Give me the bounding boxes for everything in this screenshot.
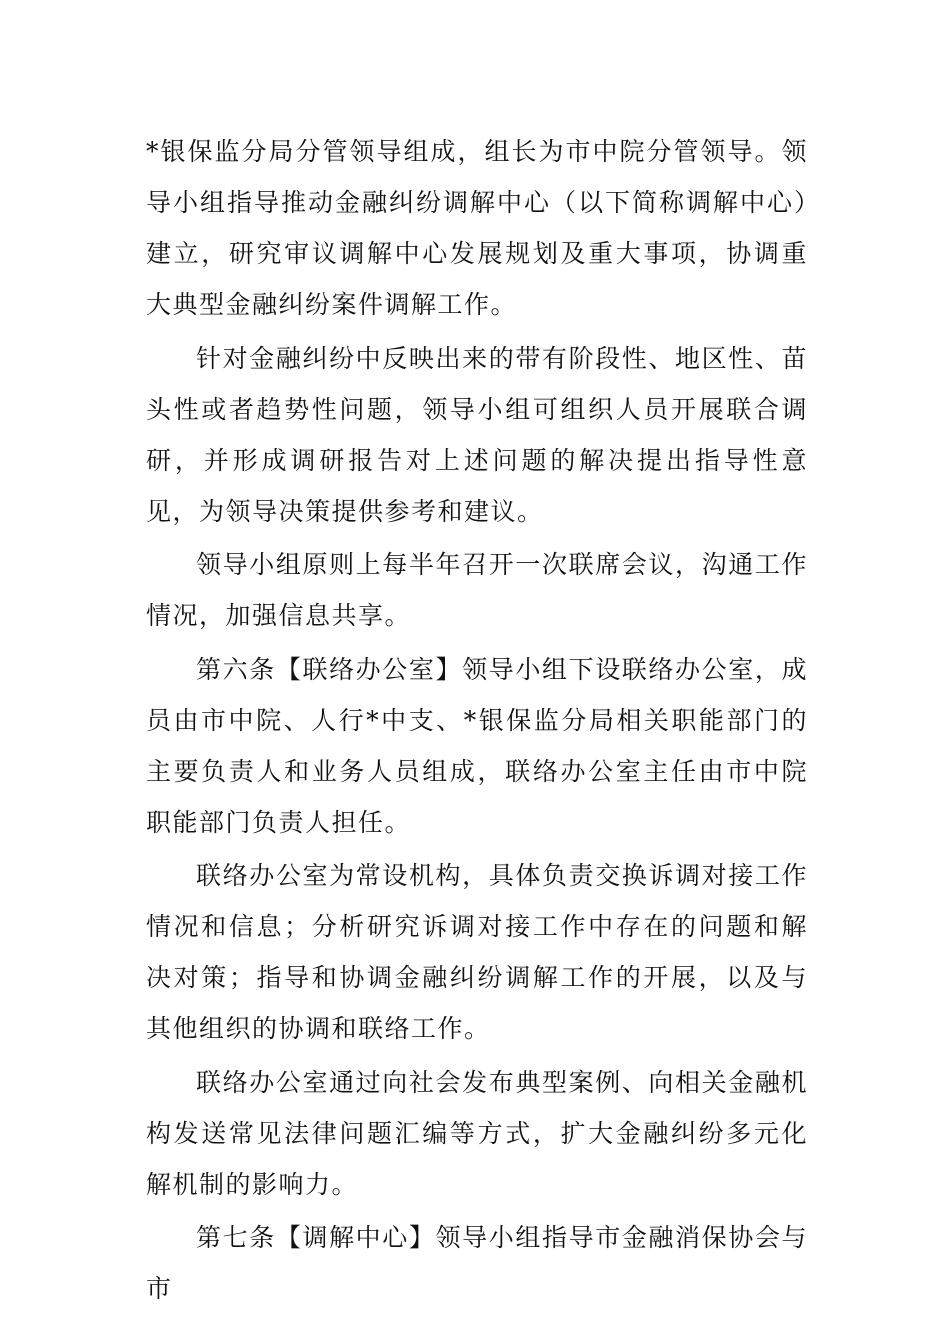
paragraph-2: 针对金融纠纷中反映出来的带有阶段性、地区性、苗头性或者趋势性问题，领导小组可组织人员开展联合调研，并形成调研报告对上述问题的解决提出指导性意见，为领导决策提供参考和建议。 <box>146 343 808 526</box>
paragraph-1: *银保监分局分管领导组成，组长为市中院分管领导。领导小组指导推动金融纠纷调解中心（以下简称调解中心）建立，研究审议调解中心发展规划及重大事项，协调重大典型金融纠纷案件调解工作。 <box>146 137 808 319</box>
paragraph-3: 领导小组原则上每半年召开一次联席会议，沟通工作情况，加强信息共享。 <box>146 550 808 630</box>
paragraph-6: 联络办公室通过向社会发布典型案例、向相关金融机构发送常见法律问题汇编等方式，扩大金融纠纷多元化解机制的影响力。 <box>146 1067 808 1199</box>
paragraph-5: 联络办公室为常设机构，具体负责交换诉调对接工作情况和信息；分析研究诉调对接工作中存在的问题和解决对策；指导和协调金融纠纷调解工作的开展，以及与其他组织的协调和联络工作。 <box>146 861 808 1043</box>
document-body <box>146 126 808 1317</box>
article-6-paragraph: 第六条【联络办公室】领导小组下设联络办公室，成员由市中院、人行*中支、*银保监分局相关职能部门的主要负责人和业务人员组成，联络办公室主任由市中院职能部门负责人担任。 <box>146 654 808 837</box>
article-7-paragraph: 第七条【调解中心】领导小组指导市金融消保协会与市 <box>146 1223 808 1303</box>
